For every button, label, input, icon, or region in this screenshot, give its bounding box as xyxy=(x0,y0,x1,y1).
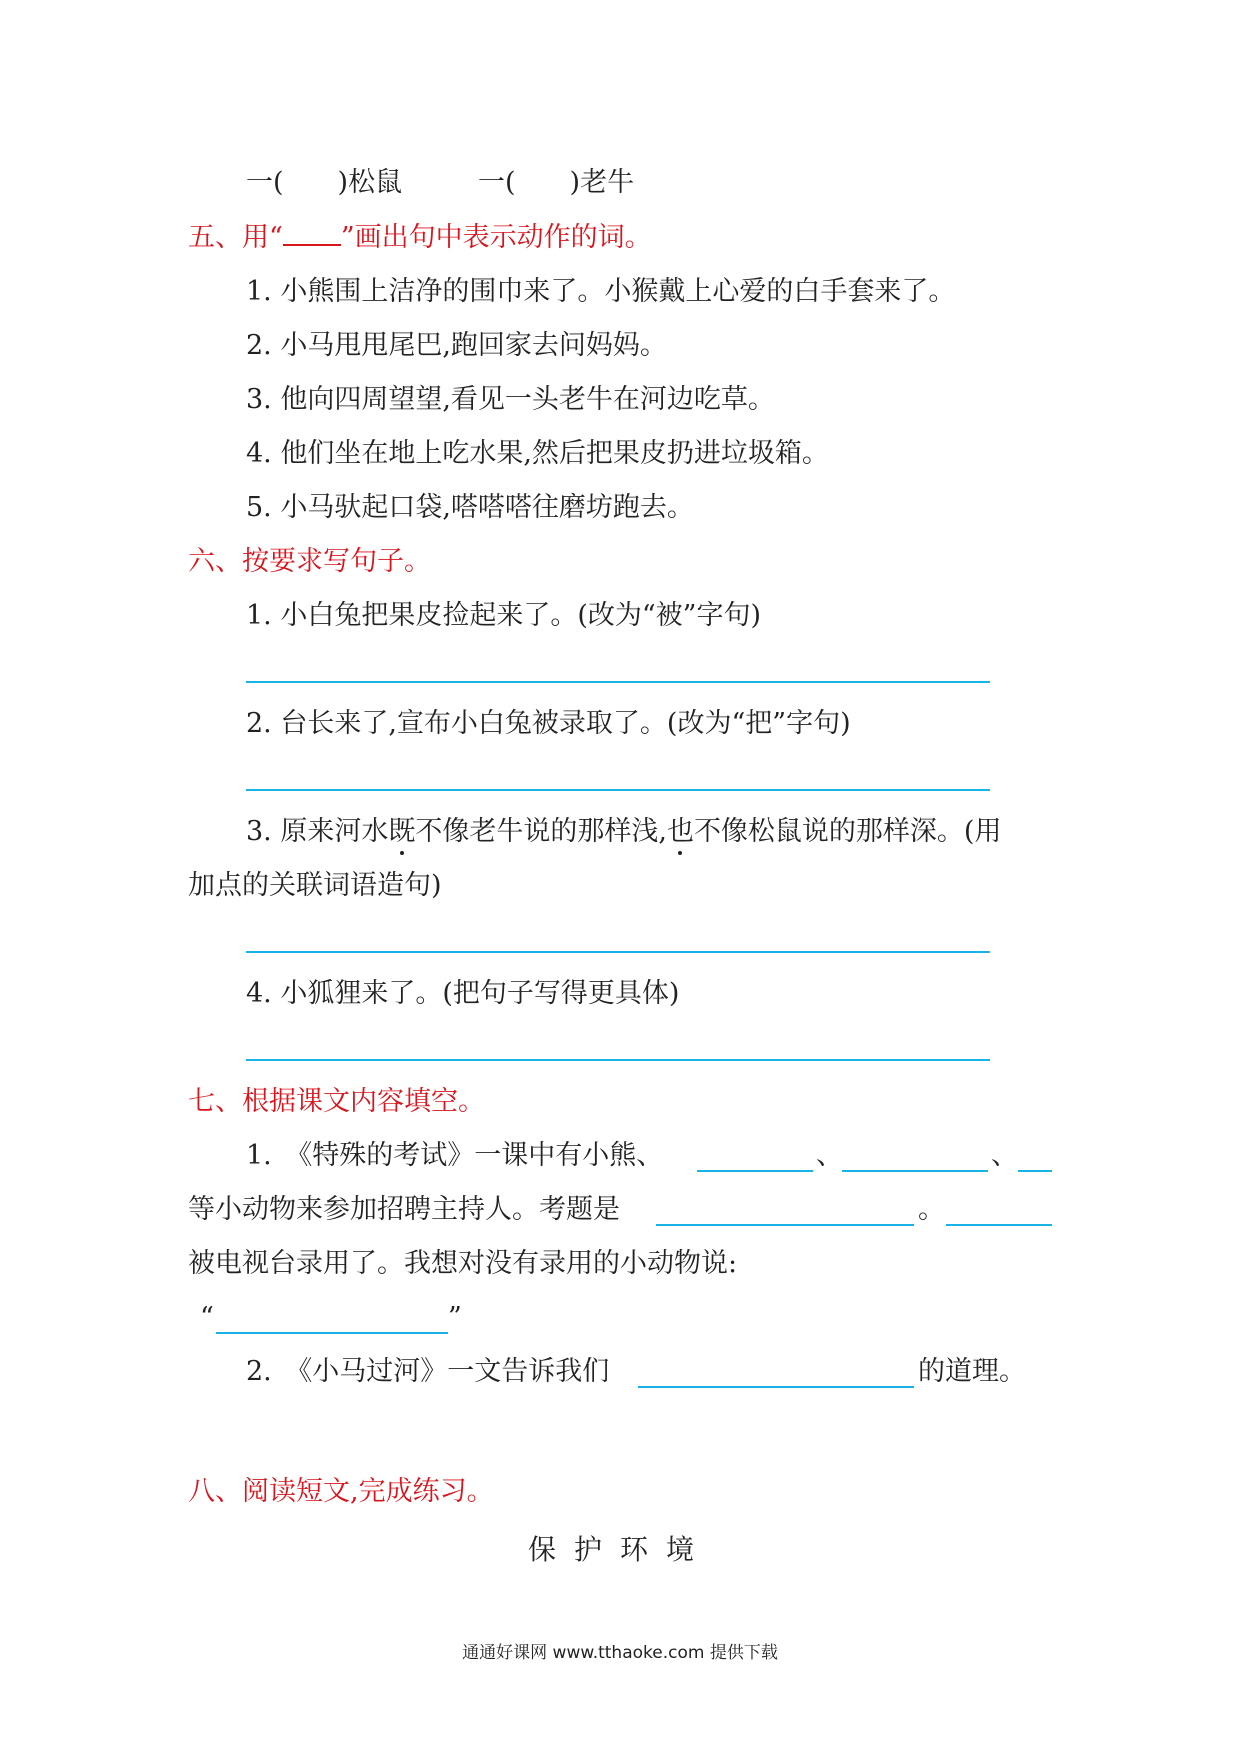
section6-q3 xyxy=(246,814,1001,850)
section7-q1-line3: 被电视台录用了。我想对没有录用的小动物说: xyxy=(188,1248,738,1279)
separator-1: 、 xyxy=(816,1140,843,1171)
answer-line-6-3[interactable] xyxy=(246,951,990,953)
q3-part-b: 不像老牛说的那样浅, xyxy=(415,816,667,847)
section5-item-4: 4. 他们坐在地上吃水果,然后把果皮扔进垃圾箱。 xyxy=(246,438,829,469)
section7-heading: 七、根据课文内容填空。 xyxy=(188,1086,485,1117)
q3-part-a: 3. 原来河水 xyxy=(246,816,389,847)
blank-winner[interactable] xyxy=(946,1224,1052,1226)
underline-sample xyxy=(283,220,341,246)
blank-animal-2[interactable] xyxy=(842,1170,988,1172)
section7-q1-line2: 等小动物来参加招聘主持人。考题是 xyxy=(188,1194,620,1225)
blank-exam-question[interactable] xyxy=(656,1224,914,1226)
section6-q2: 2. 台长来了,宣布小白兔被录取了。(改为“把”字句) xyxy=(246,708,851,739)
answer-line-6-4[interactable] xyxy=(246,1059,990,1061)
partial-item-squirrel: 一( )松鼠 xyxy=(246,167,403,198)
section5-heading-pre: 五、用“ xyxy=(188,222,283,253)
answer-line-6-2[interactable] xyxy=(246,789,990,791)
section5-item-1: 1. 小熊围上洁净的围巾来了。小猴戴上心爱的白手套来了。 xyxy=(246,276,956,307)
section5-item-2: 2. 小马甩甩尾巴,跑回家去问妈妈。 xyxy=(246,330,667,361)
open-quote: “ xyxy=(200,1302,214,1333)
passage-title: 保护环境 xyxy=(527,1533,712,1566)
emphasis-dot xyxy=(678,851,682,855)
blank-animal-1[interactable] xyxy=(697,1170,813,1172)
partial-item-ox: 一( )老牛 xyxy=(478,167,635,198)
section5-item-3: 3. 他向四周望望,看见一头老牛在河边吃草。 xyxy=(246,384,775,415)
section6-q4: 4. 小狐狸来了。(把句子写得更具体) xyxy=(246,978,680,1009)
footer-credit: 通通好课网 www.tthaoke.com 提供下载 xyxy=(462,1643,778,1663)
section8-heading: 八、阅读短文,完成练习。 xyxy=(188,1476,494,1507)
dotted-char-ji: 既 xyxy=(388,814,415,850)
emphasis-dot xyxy=(400,851,404,855)
section5-heading-post: ”画出句中表示动作的词。 xyxy=(340,222,652,253)
section6-heading: 六、按要求写句子。 xyxy=(188,546,431,577)
blank-lesson[interactable] xyxy=(638,1386,914,1388)
blank-message[interactable] xyxy=(216,1332,448,1334)
dotted-char-ye: 也 xyxy=(667,814,694,850)
blank-animal-3[interactable] xyxy=(1018,1170,1052,1172)
section6-q1: 1. 小白兔把果皮捡起来了。(改为“被”字句) xyxy=(246,600,762,631)
q3-part-c: 不像松鼠说的那样深。(用 xyxy=(693,816,1002,847)
section7-q1-line1: 1. 《特殊的考试》一课中有小熊、 xyxy=(246,1140,664,1171)
section7-q2-end: 的道理。 xyxy=(918,1356,1026,1387)
section5-heading xyxy=(188,220,652,256)
separator-2: 、 xyxy=(991,1140,1018,1171)
section6-q3-line2: 加点的关联词语造句) xyxy=(188,870,442,901)
section5-item-5: 5. 小马驮起口袋,嗒嗒嗒往磨坊跑去。 xyxy=(246,492,694,523)
answer-line-6-1[interactable] xyxy=(246,681,990,683)
close-quote: ” xyxy=(448,1302,462,1333)
period: 。 xyxy=(918,1194,945,1225)
section7-q2: 2. 《小马过河》一文告诉我们 xyxy=(246,1356,610,1387)
